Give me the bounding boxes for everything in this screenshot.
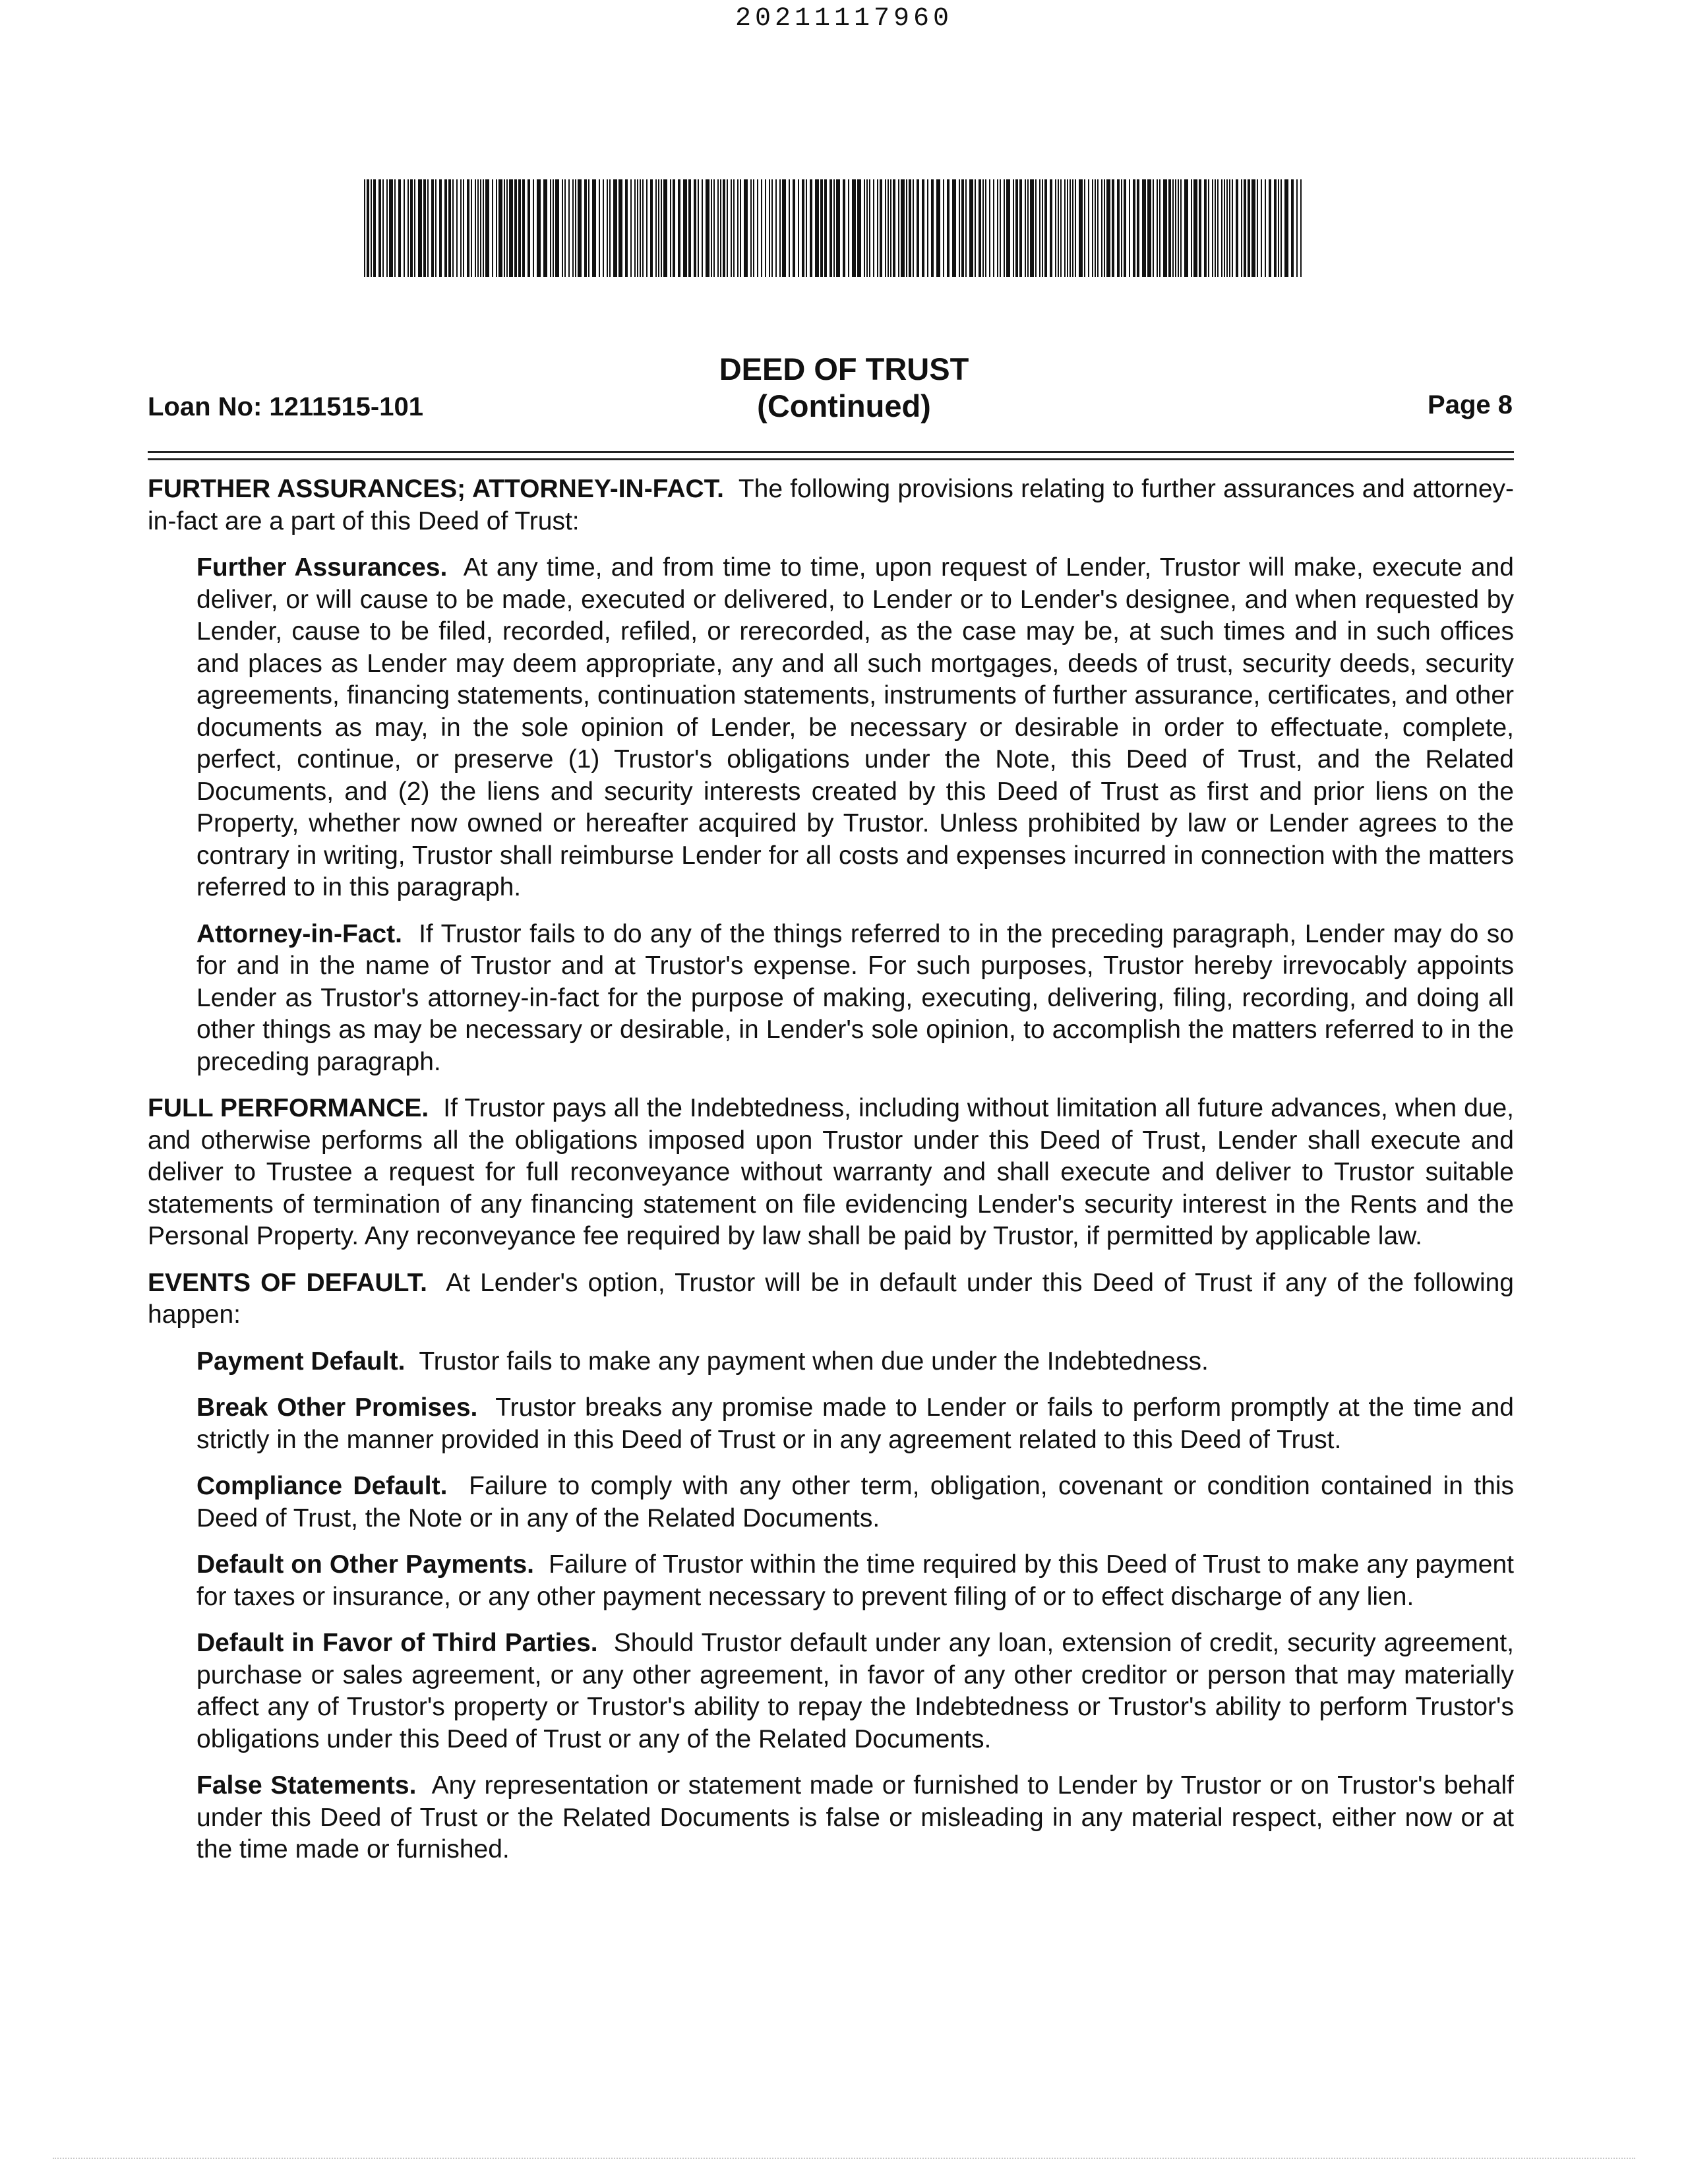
subsection-text: At any time, and from time to time, upon request of Lender, Trustor will make, execute and deliver, or will cause to be made, executed or delivered, to Lender or to Lender's designee, and when requested by Lender, cause to be filed, recorded, refiled, or rerecorded, as the case may be, at such times and in such offices and places as Lender may deem appropriate, any and all such mortgages, deeds of trust, security deeds, security agreements, financing statements, continuation statements, instruments of further assurance, certificates, and other documents as may, in the sole opinion of Lender, be necessary or desirable in order to effectuate, complete, perfect, continue, or preserve (1) Trustor's obligations under the Note, this Deed of Trust, and the Related Documents, and (2) the liens and security interests created by this Deed of Trust as first and prior liens on the Property, whether now owned or hereafter acquired by Trustor. Unless prohibited by law or Lender agrees to the contrary in writing, Trustor shall reimburse Lender for all costs and expenses incurred in connection with the matters referred to in this paragraph. bbox=[196, 553, 1514, 901]
subsection-text: Failure of Trustor within the time required by this Deed of Trust to make any payment for taxes or insurance, or any other payment necessary to prevent filing of or to effect discharge of any lien. bbox=[196, 1550, 1515, 1611]
subsection-text: Any representation or statement made or furnished to Lender by Trustor or on Trustor's behalf under this Deed of Trust or the Related Documents is false or misleading in any material respect, either now or at the time made or furnished. bbox=[196, 1771, 1514, 1864]
subsection-text: Failure to comply with any other term, obligation, covenant or condition contained in this Deed of Trust, the Note or in any of the Related Documents. bbox=[196, 1472, 1515, 1532]
subsection-heading: Payment Default. bbox=[196, 1347, 406, 1376]
barcode bbox=[364, 179, 1303, 277]
subsection-paragraph bbox=[196, 1627, 1514, 1755]
section-paragraph bbox=[148, 1267, 1514, 1331]
loan-number: Loan No: 1211515-101 bbox=[148, 392, 423, 421]
section-text: If Trustor pays all the Indebtedness, including without limitation all future advances, when due, and otherwise performs all the obligations imposed upon Trustor under this Deed of Trust, Lender shall execute and deliver to Trustee a request for full reconveyance without warranty and shall execute and deliver to Trustor suitable statements of termination of any financing statement on file evidencing Lender's security interest in the Rents and the Personal Property. Any reconveyance fee required by law shall be paid by Trustor, if permitted by applicable law. bbox=[148, 1094, 1515, 1250]
barcode-gap bbox=[1302, 179, 1303, 277]
section-heading: FULL PERFORMANCE. bbox=[148, 1094, 429, 1122]
subsection-paragraph bbox=[196, 1549, 1514, 1613]
section-paragraph bbox=[148, 473, 1514, 537]
subsection-heading: Break Other Promises. bbox=[196, 1393, 478, 1422]
section-heading: FURTHER ASSURANCES; ATTORNEY-IN-FACT. bbox=[148, 475, 725, 503]
subsection-paragraph bbox=[196, 1346, 1514, 1378]
section-heading: EVENTS OF DEFAULT. bbox=[148, 1268, 427, 1297]
page-number: Page 8 bbox=[1428, 390, 1513, 419]
header-rule-bottom bbox=[148, 458, 1514, 460]
subsection-heading: Attorney-in-Fact. bbox=[196, 919, 402, 948]
subsection-heading: False Statements. bbox=[196, 1771, 417, 1800]
document-number: 20211117960 bbox=[735, 4, 953, 34]
subsection-heading: Default on Other Payments. bbox=[196, 1550, 535, 1579]
subsection-heading: Further Assurances. bbox=[196, 553, 448, 582]
document-title: DEED OF TRUST bbox=[719, 351, 969, 386]
subsection-text: Trustor fails to make any payment when due under the Indebtedness. bbox=[419, 1347, 1209, 1376]
subsection-paragraph bbox=[196, 1392, 1514, 1456]
document-subtitle: (Continued) bbox=[757, 388, 931, 423]
document-body bbox=[148, 473, 1514, 1881]
subsection-paragraph bbox=[196, 919, 1514, 1079]
subsection-text: Trustor breaks any promise made to Lender or fails to perform promptly at the time and strictly in the manner provided in this Deed of Trust or in any agreement related to this Deed of Trust. bbox=[196, 1393, 1514, 1454]
section-text: At Lender's option, Trustor will be in default under this Deed of Trust if any of the following happen: bbox=[148, 1268, 1514, 1329]
subsection-paragraph bbox=[196, 1770, 1514, 1866]
section-paragraph bbox=[148, 1093, 1514, 1253]
subsection-text: If Trustor fails to do any of the things referred to in the preceding paragraph, Lender may do so for and in the name of Trustor and at Trustor's expense. For such purposes, Trustor hereby irrevocably appoints Lender as Trustor's attorney-in-fact for the purpose of making, executing, delivering, filing, recording, and doing all other things as may be necessary or desirable, in Lender's sole opinion, to accomplish the matters referred to in the preceding paragraph. bbox=[196, 919, 1514, 1076]
section-text: The following provisions relating to further assurances and attorney-in-fact are a part of this Deed of Trust: bbox=[148, 475, 1514, 535]
subsection-paragraph bbox=[196, 1471, 1514, 1534]
subsection-paragraph bbox=[196, 552, 1514, 904]
subsection-heading: Default in Favor of Third Parties. bbox=[196, 1629, 598, 1657]
header-rule-top bbox=[148, 451, 1514, 453]
subsection-heading: Compliance Default. bbox=[196, 1472, 448, 1500]
subsection-text: Should Trustor default under any loan, extension of credit, security agreement, purchase or sales agreement, or any other agreement, in favor of any other creditor or person that may materially affect any of Trustor's property or Trustor's ability to repay the Indebtedness or Trustor's ability to perform Trustor's obligations under this Deed of Trust or any of the Related Documents. bbox=[196, 1629, 1514, 1753]
scan-artifact-line bbox=[53, 2158, 1635, 2160]
